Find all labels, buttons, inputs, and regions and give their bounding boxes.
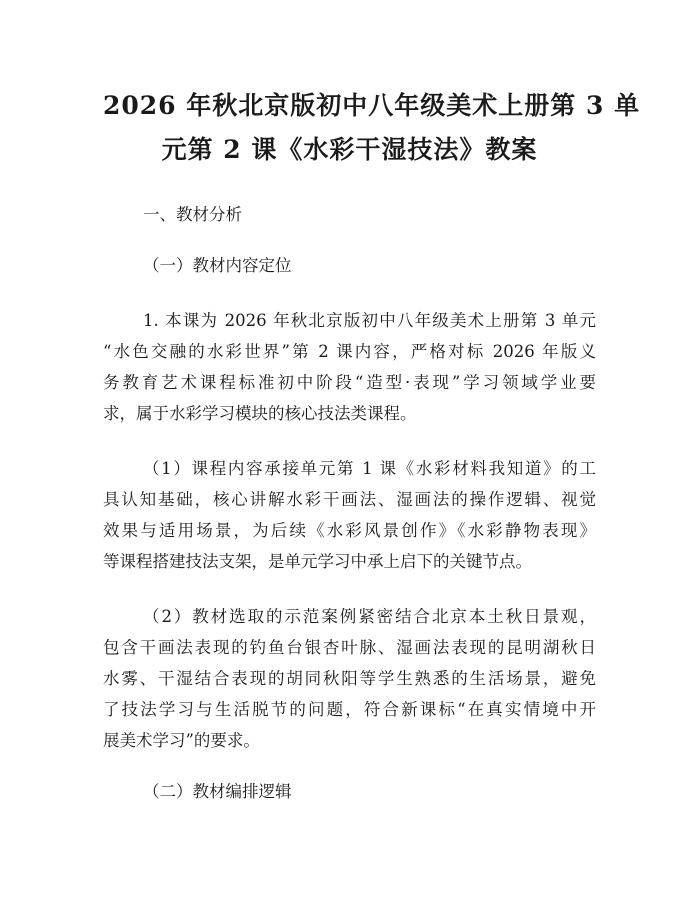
- paragraph-line: 水雾、干湿结合表现的胡同秋阳等学生熟悉的生活场景，避免: [103, 669, 596, 688]
- title-line-1: 2026 年秋北京版初中八年级美术上册第 3 单: [103, 91, 641, 120]
- title-line-2: 元第 2 课《水彩干湿技法》教案: [161, 135, 538, 164]
- paragraph-line: （1）课程内容承接单元第 1 课《水彩材料我知道》的工: [143, 459, 596, 478]
- paragraph-1: [103, 305, 596, 429]
- paragraph-line: （2）教材选取的示范案例紧密结合北京本土秋日景观，: [143, 607, 596, 626]
- paragraph-line: 展美术学习”的要求。: [103, 731, 260, 750]
- paragraph-3: [103, 601, 596, 756]
- paragraph-line: 了技法学习与生活脱节的问题，符合新课标“在真实情境中开: [103, 700, 596, 719]
- paragraph-line: 效果与适用场景，为后续《水彩风景创作》《水彩静物表现》: [103, 521, 596, 540]
- paragraph-line: 1. 本课为 2026 年秋北京版初中八年级美术上册第 3 单元: [143, 311, 596, 330]
- document-title: [103, 84, 641, 172]
- paragraph-line: “水色交融的水彩世界”第 2 课内容，严格对标 2026 年版义: [103, 342, 596, 361]
- paragraph-2: [103, 453, 596, 577]
- paragraph-line: 求，属于水彩学习模块的核心技法类课程。: [103, 404, 417, 423]
- subsection-heading-content-positioning: （一）教材内容定位: [143, 256, 292, 275]
- section-heading-textbook-analysis: 一、教材分析: [143, 205, 242, 224]
- paragraph-line: 等课程搭建技法支架，是单元学习中承上启下的关键节点。: [103, 552, 532, 571]
- subsection-heading-arrangement-logic: （二）教材编排逻辑: [143, 782, 292, 801]
- paragraph-line: 务教育艺术课程标准初中阶段“造型·表现”学习领域学业要: [103, 373, 596, 392]
- paragraph-line: 包含干画法表现的钓鱼台银杏叶脉、湿画法表现的昆明湖秋日: [103, 638, 596, 657]
- paragraph-line: 具认知基础，核心讲解水彩干画法、湿画法的操作逻辑、视觉: [103, 490, 596, 509]
